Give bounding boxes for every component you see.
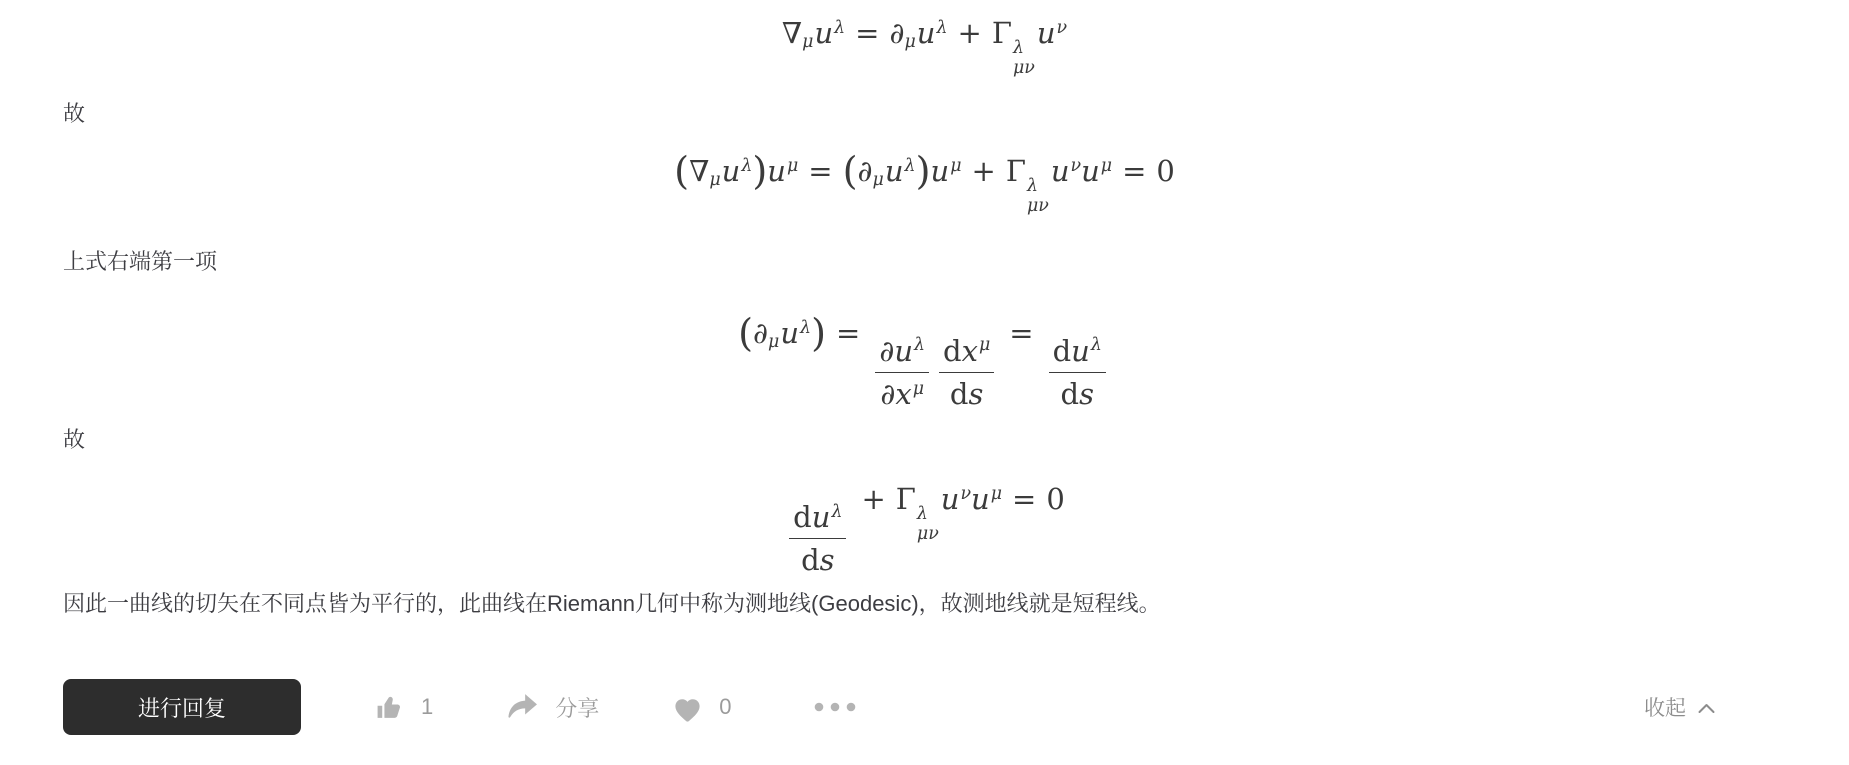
- text-label-gu-1: 故: [63, 101, 86, 126]
- equation-geodesic: $du^\lambda$ ds + Γ λ μν $u^\nu u^\mu = 0$: [0, 482, 1849, 578]
- answer-action-toolbar: [63, 678, 1715, 736]
- thumbs-up-icon: [375, 692, 406, 723]
- chevron-up-icon: [1686, 700, 1715, 714]
- heart-count: 0: [719, 694, 732, 719]
- equation-contracted-zero: $(\nabla\mu u^\lambda)u^\mu = (\partial\mu u^\lambda)u^\mu + \Gamma$ λ μν $u^\nu u^\mu = 0$: [674, 149, 1175, 216]
- collapse-label: 收起: [1644, 697, 1686, 720]
- like-button[interactable]: [375, 692, 433, 723]
- heart-button[interactable]: [671, 692, 731, 723]
- ellipsis-icon: [814, 702, 856, 712]
- toolbar-left-group: [63, 679, 856, 735]
- like-count: 1: [421, 694, 434, 719]
- equation-covariant-derivative: $\nabla\mu u^\lambda = \partial\mu u^\lambda + \Gamma$ λ μν $u^\nu$: [781, 16, 1068, 78]
- conclusion-paragraph: 因此一曲线的切矢在不同点皆为平行的，此曲线在Riemann几何中称为测地线(Geodesic)，故测地线就是短程线。: [63, 591, 1161, 616]
- more-options-button[interactable]: [814, 702, 856, 712]
- text-label-first-term: 上式右端第一项: [63, 249, 218, 274]
- heart-icon: [671, 692, 704, 723]
- share-arrow-icon: [507, 693, 540, 722]
- share-label: 分享: [555, 695, 600, 721]
- share-button[interactable]: [507, 692, 599, 723]
- equation-first-term: $(\partial\mu u^\lambda)$ = $\frac{\partial u^\lambda}{\partial x^\mu}$ $dx^\mu$ ds = $du^\lambda$ ds: [0, 311, 1849, 412]
- collapse-button[interactable]: [1644, 692, 1715, 722]
- reply-button[interactable]: 进行回复: [63, 679, 301, 735]
- text-label-gu-2: 故: [63, 427, 86, 452]
